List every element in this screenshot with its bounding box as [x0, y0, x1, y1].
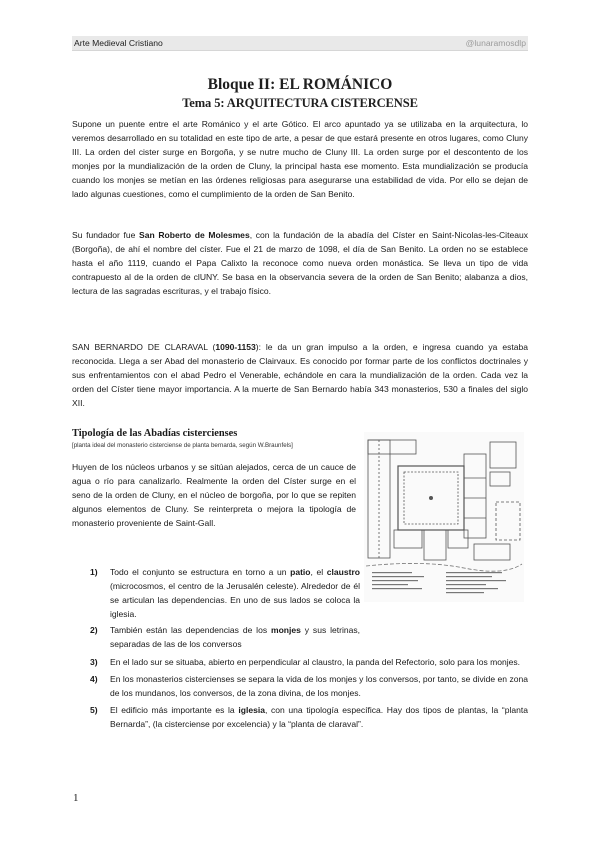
page-title: Bloque II: EL ROMÁNICO: [207, 76, 393, 93]
list-text: , el: [310, 567, 327, 577]
list-text: (microcosmos, el centro de la Jerusalén celeste). Alrededor de él se articulan las dependencias. En uno de sus lados se coloca la iglesia.: [110, 581, 360, 620]
list-emphasis: iglesia: [238, 704, 265, 715]
plan-caption: [planta ideal del monasterio cisterciense de planta bernarda, según W.Braunfels]: [72, 442, 293, 449]
page-subtitle: Tema 5: ARQUITECTURA CISTERCENSE: [182, 96, 418, 110]
list-number: 1): [90, 567, 98, 577]
list-emphasis: claustro: [326, 567, 360, 577]
list-item: [90, 565, 360, 621]
list-text: En el lado sur se situaba, abierto en perpendicular al claustro, la panda del Refectorio, solo para los monjes.: [110, 656, 521, 667]
founder-paragraph: [72, 228, 528, 298]
founder-text-c: , con la fundación de la abadía del Císter en Saint-Nicolas-les-Citeaux (Borgoña), de ahí el nombre del císter. Fue el 21 de marzo de 1098, el día de San Benito. La orden no se establece hasta el año 1119, cuando el Papa Calixto la reconoce como nueva orden monástica. Se lleva un tipo de vida contrapuesto al de la orden de clUNY. Se basa en la observancia severa de la orden de San Benito; alabanza a dios, lectura de las sagradas escrituras, y el trabajo físico.: [72, 230, 528, 297]
features-list: [90, 565, 528, 734]
bernard-text-a: SAN BERNARDO DE CLARAVAL (: [72, 342, 216, 352]
bernard-text-c: ): le da un gran impulso a la orden, e ingresa cuando ya estaba reconocida. Llega a ser Abad del monasterio de Clairvaux. Es conocido por formar parte de los conflictos doctrinales y sus enfrentamientos con el abad Pedro el Venerable, echándole en cara la mundialización de la orden. Cada vez la orden del Císter tiene mayor importancia. A la muerte de San Bernardo había 343 monasterios, 530 a finales del siglo XII.: [72, 342, 528, 409]
list-emphasis: patio: [290, 567, 311, 577]
list-item: [90, 655, 528, 669]
list-item: [90, 672, 528, 700]
header-course-title: Arte Medieval Cristiano: [74, 38, 163, 48]
bernard-dates: 1090-1153: [215, 342, 256, 352]
page-header: [72, 36, 528, 51]
list-number: 2): [90, 625, 98, 636]
list-item: [90, 703, 528, 731]
bernard-paragraph: [72, 340, 528, 410]
list-text: y sus letrinas, separadas de las de los conversos: [110, 625, 361, 650]
typology-paragraph: Huyen de los núcleos urbanos y se sitúan alejados, cerca de un cauce de agua o río para canalizarlo. Realmente la orden del Císter surge en el seno de la orden de Cluny, en el núcleo de borgoña, por lo que se repiten algunos elementos de Cluny. Se reinterpreta o mejora la tipología de monasterio proveniente de Saint-Gall.: [72, 462, 356, 529]
list-text: El edificio más importante es la: [110, 704, 239, 715]
list-emphasis: monjes: [270, 625, 301, 636]
section-heading: Tipología de las Abadías cistercienses: [72, 428, 238, 439]
list-number: 3): [90, 656, 98, 667]
founder-text-a: Su fundador fue: [72, 230, 140, 240]
list-number: 4): [90, 673, 98, 684]
list-number: 5): [90, 704, 98, 715]
list-text: , con una tipología específica. Hay dos tipos de plantas, la “planta Bernarda”, (la cisterciense por excelencia) y la “planta de claraval”.: [110, 704, 528, 729]
list-item: [90, 623, 360, 651]
founder-name: San Roberto de Molesmes: [139, 230, 250, 240]
list-text: En los monasterios cistercienses se separa la vida de los monjes y los conversos, por tanto, se divide en zona de los mundanos, los conversos, de la zona divina, de los monjes.: [110, 673, 528, 698]
page-number: 1: [73, 792, 79, 804]
intro-paragraph: Supone un puente entre el arte Románico y el arte Gótico. El arco apuntado ya se utilizaba en la arquitectura, lo veremos desarrollado en su totalidad en este tipo de arte, a pesar de que estará presente en otros lugares, como Cluny III. La orden del cister surge en Borgoña, y se nutre mucho de Cluny III. La orden surge por el descontento de los monjes por la mundialización de la orden de Cluny, la principal hasta ese momento. Esta mundialización se producía cuando los monjes se metían en las órdenes religiosas para asegurarse una estabilidad de vida. Por ello se dejan de lado algunas cuestiones, como el cumplimiento de la orden de San Benito.: [72, 119, 528, 200]
list-text: También están las dependencias de los: [110, 625, 271, 636]
header-author-handle: @lunaramosdlp: [465, 38, 526, 48]
list-text: Todo el conjunto se estructura en torno a un: [110, 567, 291, 577]
